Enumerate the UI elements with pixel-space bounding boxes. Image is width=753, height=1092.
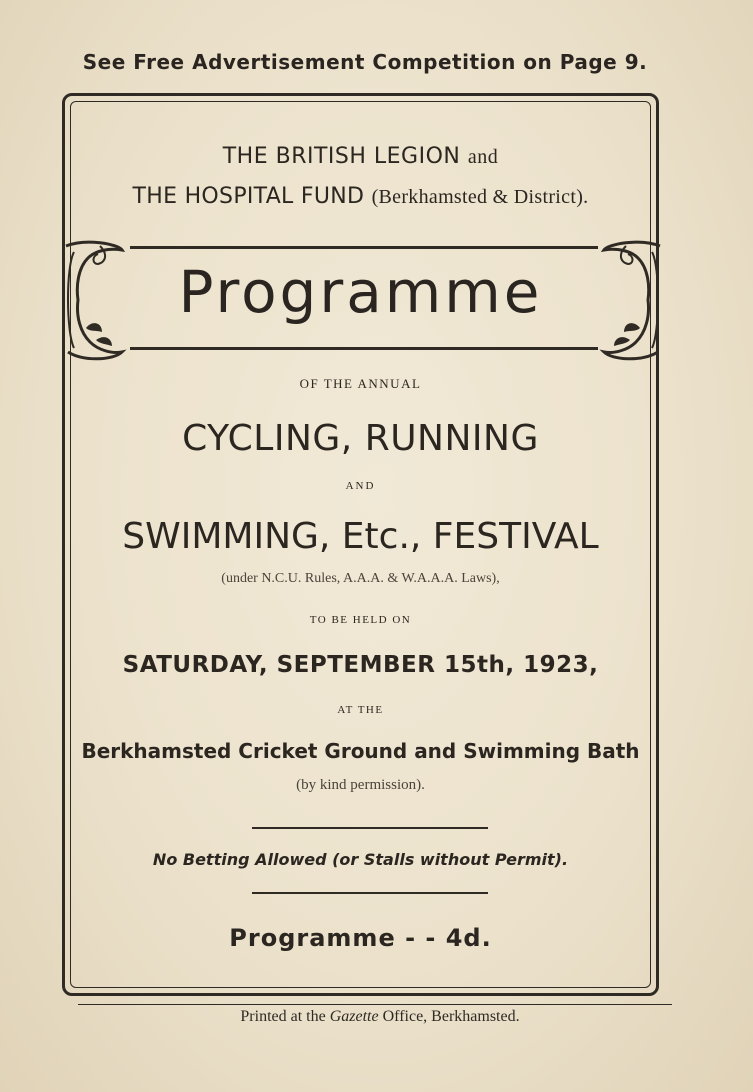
at-the: AT THE — [337, 704, 384, 716]
organiser-hospital-fund: THE HOSPITAL FUND — [132, 184, 365, 209]
printer-office-name: Gazette — [329, 1008, 379, 1025]
printer-credit — [0, 1008, 753, 1026]
event-and: AND — [345, 480, 376, 492]
to-be-held-on: TO BE HELD ON — [309, 614, 412, 626]
organiser-line-1 — [70, 144, 651, 169]
organiser-british-legion: THE BRITISH LEGION — [222, 144, 461, 169]
printer-rule — [78, 1004, 672, 1005]
organiser-and: and — [467, 146, 499, 168]
betting-rule-bottom — [252, 892, 488, 894]
betting-rule-top — [252, 827, 488, 829]
title-rule-top — [130, 246, 598, 249]
title-rule-bottom — [130, 347, 598, 350]
event-date: SATURDAY, SEPTEMBER 15th, 1923, — [122, 652, 599, 678]
advert-notice: See Free Advertisement Competition on Page 9. — [82, 50, 648, 74]
printer-post: Office, Berkhamsted. — [382, 1008, 520, 1025]
event-line-swimming-festival: SWIMMING, Etc., FESTIVAL — [122, 516, 599, 557]
venue-permission: (by kind permission). — [296, 777, 425, 793]
event-line-cycling-running: CYCLING, RUNNING — [182, 418, 539, 459]
event-venue: Berkhamsted Cricket Ground and Swimming Bath — [81, 739, 640, 763]
programme-title: Programme — [178, 258, 543, 326]
betting-notice: No Betting Allowed (or Stalls without Permit). — [152, 850, 569, 869]
programme-price: Programme - - 4d. — [229, 924, 492, 952]
event-rules: (under N.C.U. Rules, A.A.A. & W.A.A.A. Laws), — [221, 571, 500, 586]
printer-pre: Printed at the — [240, 1008, 326, 1025]
organiser-line-2 — [70, 184, 651, 209]
organiser-district: (Berkhamsted & District). — [371, 186, 589, 208]
of-the-annual: OF THE ANNUAL — [299, 376, 422, 391]
